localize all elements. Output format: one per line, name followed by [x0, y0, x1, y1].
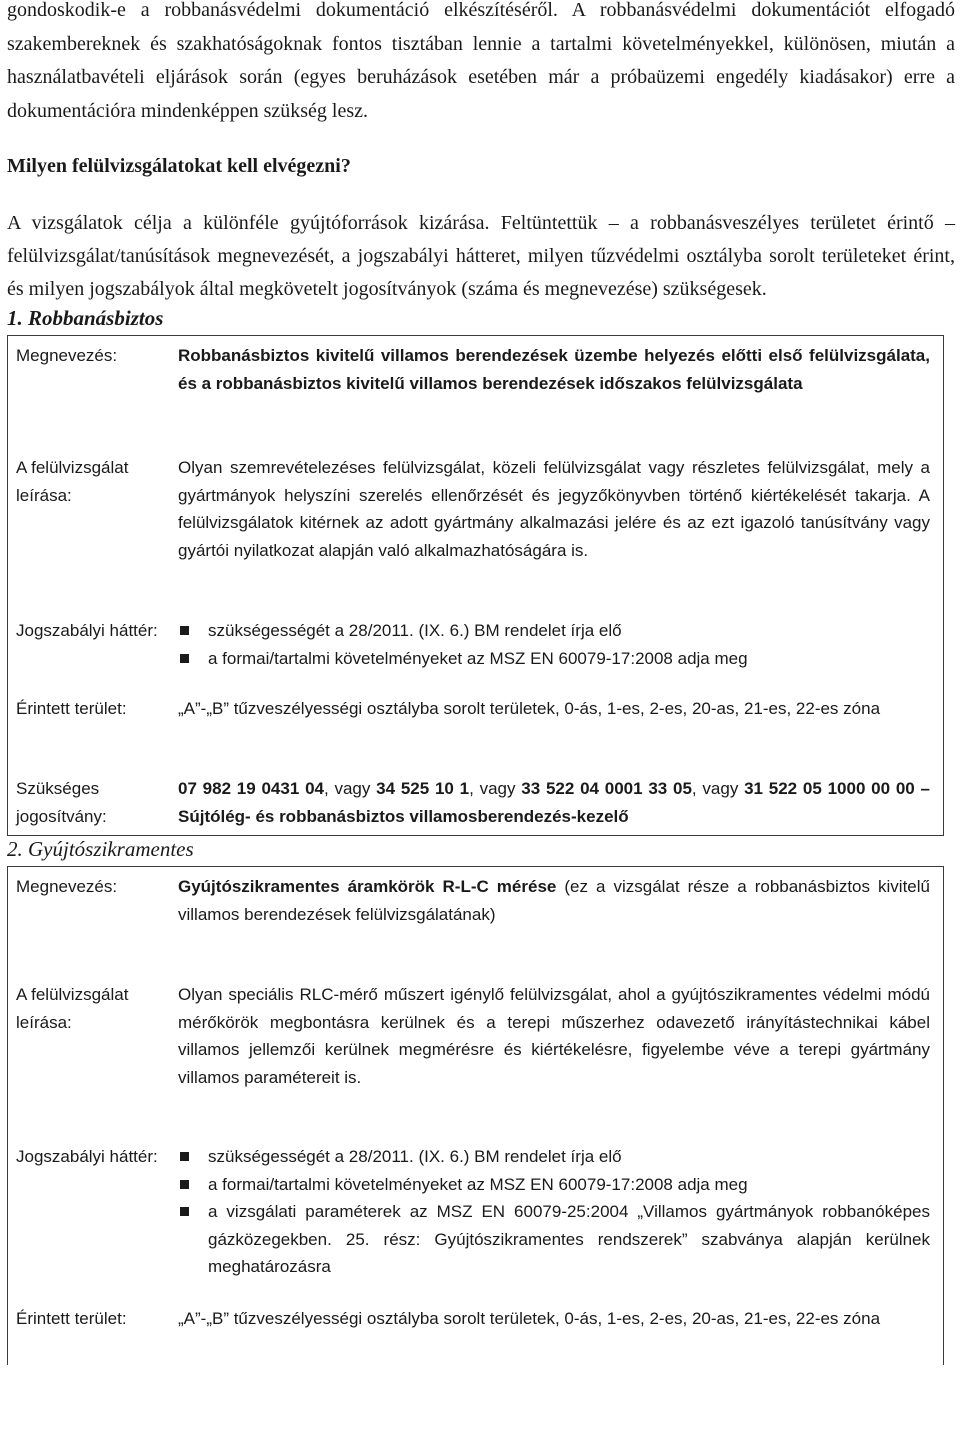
- section1-row-name: [16, 342, 943, 454]
- list-item: a formai/tartalmi követelményeket az MSZ EN 60079-17:2008 adja meg: [178, 1171, 930, 1199]
- row-value: „A”-„B” tűzveszélyességi osztályba sorolt területek, 0-ás, 1-es, 2-es, 20-as, 21-es, 22-es zóna: [178, 699, 881, 719]
- purpose-paragraph: A vizsgálatok célja a különféle gyújtóforrások kizárása. Feltüntettük – a robbanásveszélyes területet érintő – felülvizsgálat/tanúsítások megnevezését, a jogszabályi hátteret, milyen tűzvédelmi osztályba sorolt területeket érint, és milyen jogszabályok által megkövetelt jogosítványok (száma és megnevezése) szükségesek.: [7, 212, 955, 300]
- row-label: Érintett terület:: [16, 1309, 127, 1329]
- section2-row-name: [16, 873, 943, 981]
- intro-paragraph: gondoskodik-e a robbanásvédelmi dokumentáció elkészítéséről. A robbanásvédelmi dokumentációt elfogadó szakembereknek és szakhatóságoknak fontos tisztában lennie a tartalmi követelményekkel, különösen, miután a használatbavételi eljárások során (egyes beruházások esetében már a próbaüzemi engedély kiadásakor) erre a dokumentációra mindenképpen szükség lesz.: [7, 0, 955, 122]
- row-value: Robbanásbiztos kivitelű villamos berendezések üzembe helyezés előtti első felülvizsgálata, és a robbanásbiztos kivitelű villamos berendezések időszakos felülvizsgálata: [178, 346, 930, 393]
- section2-row-legal: [16, 1143, 943, 1305]
- row-value: [178, 775, 930, 835]
- row-value: Olyan speciális RLC-mérő műszert igénylő felülvizsgálat, ahol a gyújtószikramentes védelmi módú mérőkörök megbontásra kerülnek és a terepi műszerhez odavezető irányítástechnikai kábel villamos jellemzői kerülnek megmérésre és kiértékelésre, figyelembe véve a terepi gyártmány villamos paramétereit is.: [178, 985, 930, 1087]
- license-code: 07 982 19 0431 04: [178, 779, 324, 799]
- section1-row-legal: [16, 617, 943, 695]
- row-label: Érintett terület:: [16, 699, 127, 719]
- section1-title: 1. Robbanásbiztos: [7, 306, 164, 331]
- row-value: [178, 873, 930, 981]
- list-item: szükségességét a 28/2011. (IX. 6.) BM rendelet írja elő: [178, 617, 930, 645]
- license-separator: , vagy: [691, 779, 745, 799]
- section2-table: [7, 866, 944, 1365]
- section1-row-desc: [16, 454, 943, 617]
- section2-title: 2. Gyújtószikramentes: [7, 837, 194, 862]
- row-label: Szükséges jogosítvány:: [16, 779, 107, 826]
- license-code: 31 522 05 1000 00 00 – Sújtólég- és robbanásbiztos villamosberendezés-kezelő: [178, 779, 930, 826]
- license-separator: , vagy: [469, 779, 522, 799]
- list-item: szükségességét a 28/2011. (IX. 6.) BM rendelet írja elő: [178, 1143, 930, 1171]
- legal-list: [178, 1143, 930, 1305]
- section1-table: [7, 335, 944, 836]
- document-page: [7, 0, 955, 1365]
- row-label: A felülvizsgálat leírása:: [16, 458, 129, 505]
- row-label: Megnevezés:: [16, 877, 118, 897]
- row-value-bold: Gyújtószikramentes áramkörök R-L-C mérése: [178, 877, 557, 897]
- section2-row-area: [16, 1305, 943, 1365]
- list-item: a vizsgálati paraméterek az MSZ EN 60079-25:2004 „Villamos gyártmányok robbanóképes gázközegekben. 25. rész: Gyújtószikramentes rendszerek” szabványa alapján kerülnek meghatározásra: [178, 1198, 930, 1281]
- section-question-heading: Milyen felülvizsgálatokat kell elvégezni?: [7, 155, 351, 178]
- row-value-rest: (ez a vizsgálat része a robbanásbiztos kivitelű villamos berendezések felülvizsgálatának): [178, 877, 930, 924]
- section2-row-desc: [16, 981, 943, 1143]
- legal-list: [178, 617, 930, 695]
- row-value: „A”-„B” tűzveszélyességi osztályba sorolt területek, 0-ás, 1-es, 2-es, 20-as, 21-es, 22-es zóna: [178, 1309, 881, 1329]
- license-code: 34 525 10 1: [376, 779, 470, 799]
- row-label: A felülvizsgálat leírása:: [16, 985, 129, 1032]
- row-value: Olyan szemrevételezéses felülvizsgálat, közeli felülvizsgálat vagy részletes felülvizsgálat, mely a gyártmányok helyszíni szerelés ellenőrzését és jegyzőkönyvben történő kiértékelését takarja. A felülvizsgálatok kitérnek az adott gyártmány alkalmazási jelére és az ezt igazoló tanúsítvány vagy gyártói nyilatkozat alapján való alkalmazhatóságára is.: [178, 458, 930, 560]
- license-code: 33 522 04 0001 33 05: [521, 779, 692, 799]
- section1-row-license: [16, 775, 943, 835]
- row-label: Jogszabályi háttér:: [16, 621, 158, 641]
- row-label: Jogszabályi háttér:: [16, 1147, 158, 1167]
- license-separator: , vagy: [323, 779, 377, 799]
- section1-row-area: [16, 695, 943, 775]
- list-item: a formai/tartalmi követelményeket az MSZ EN 60079-17:2008 adja meg: [178, 645, 930, 673]
- row-label: Megnevezés:: [16, 346, 118, 366]
